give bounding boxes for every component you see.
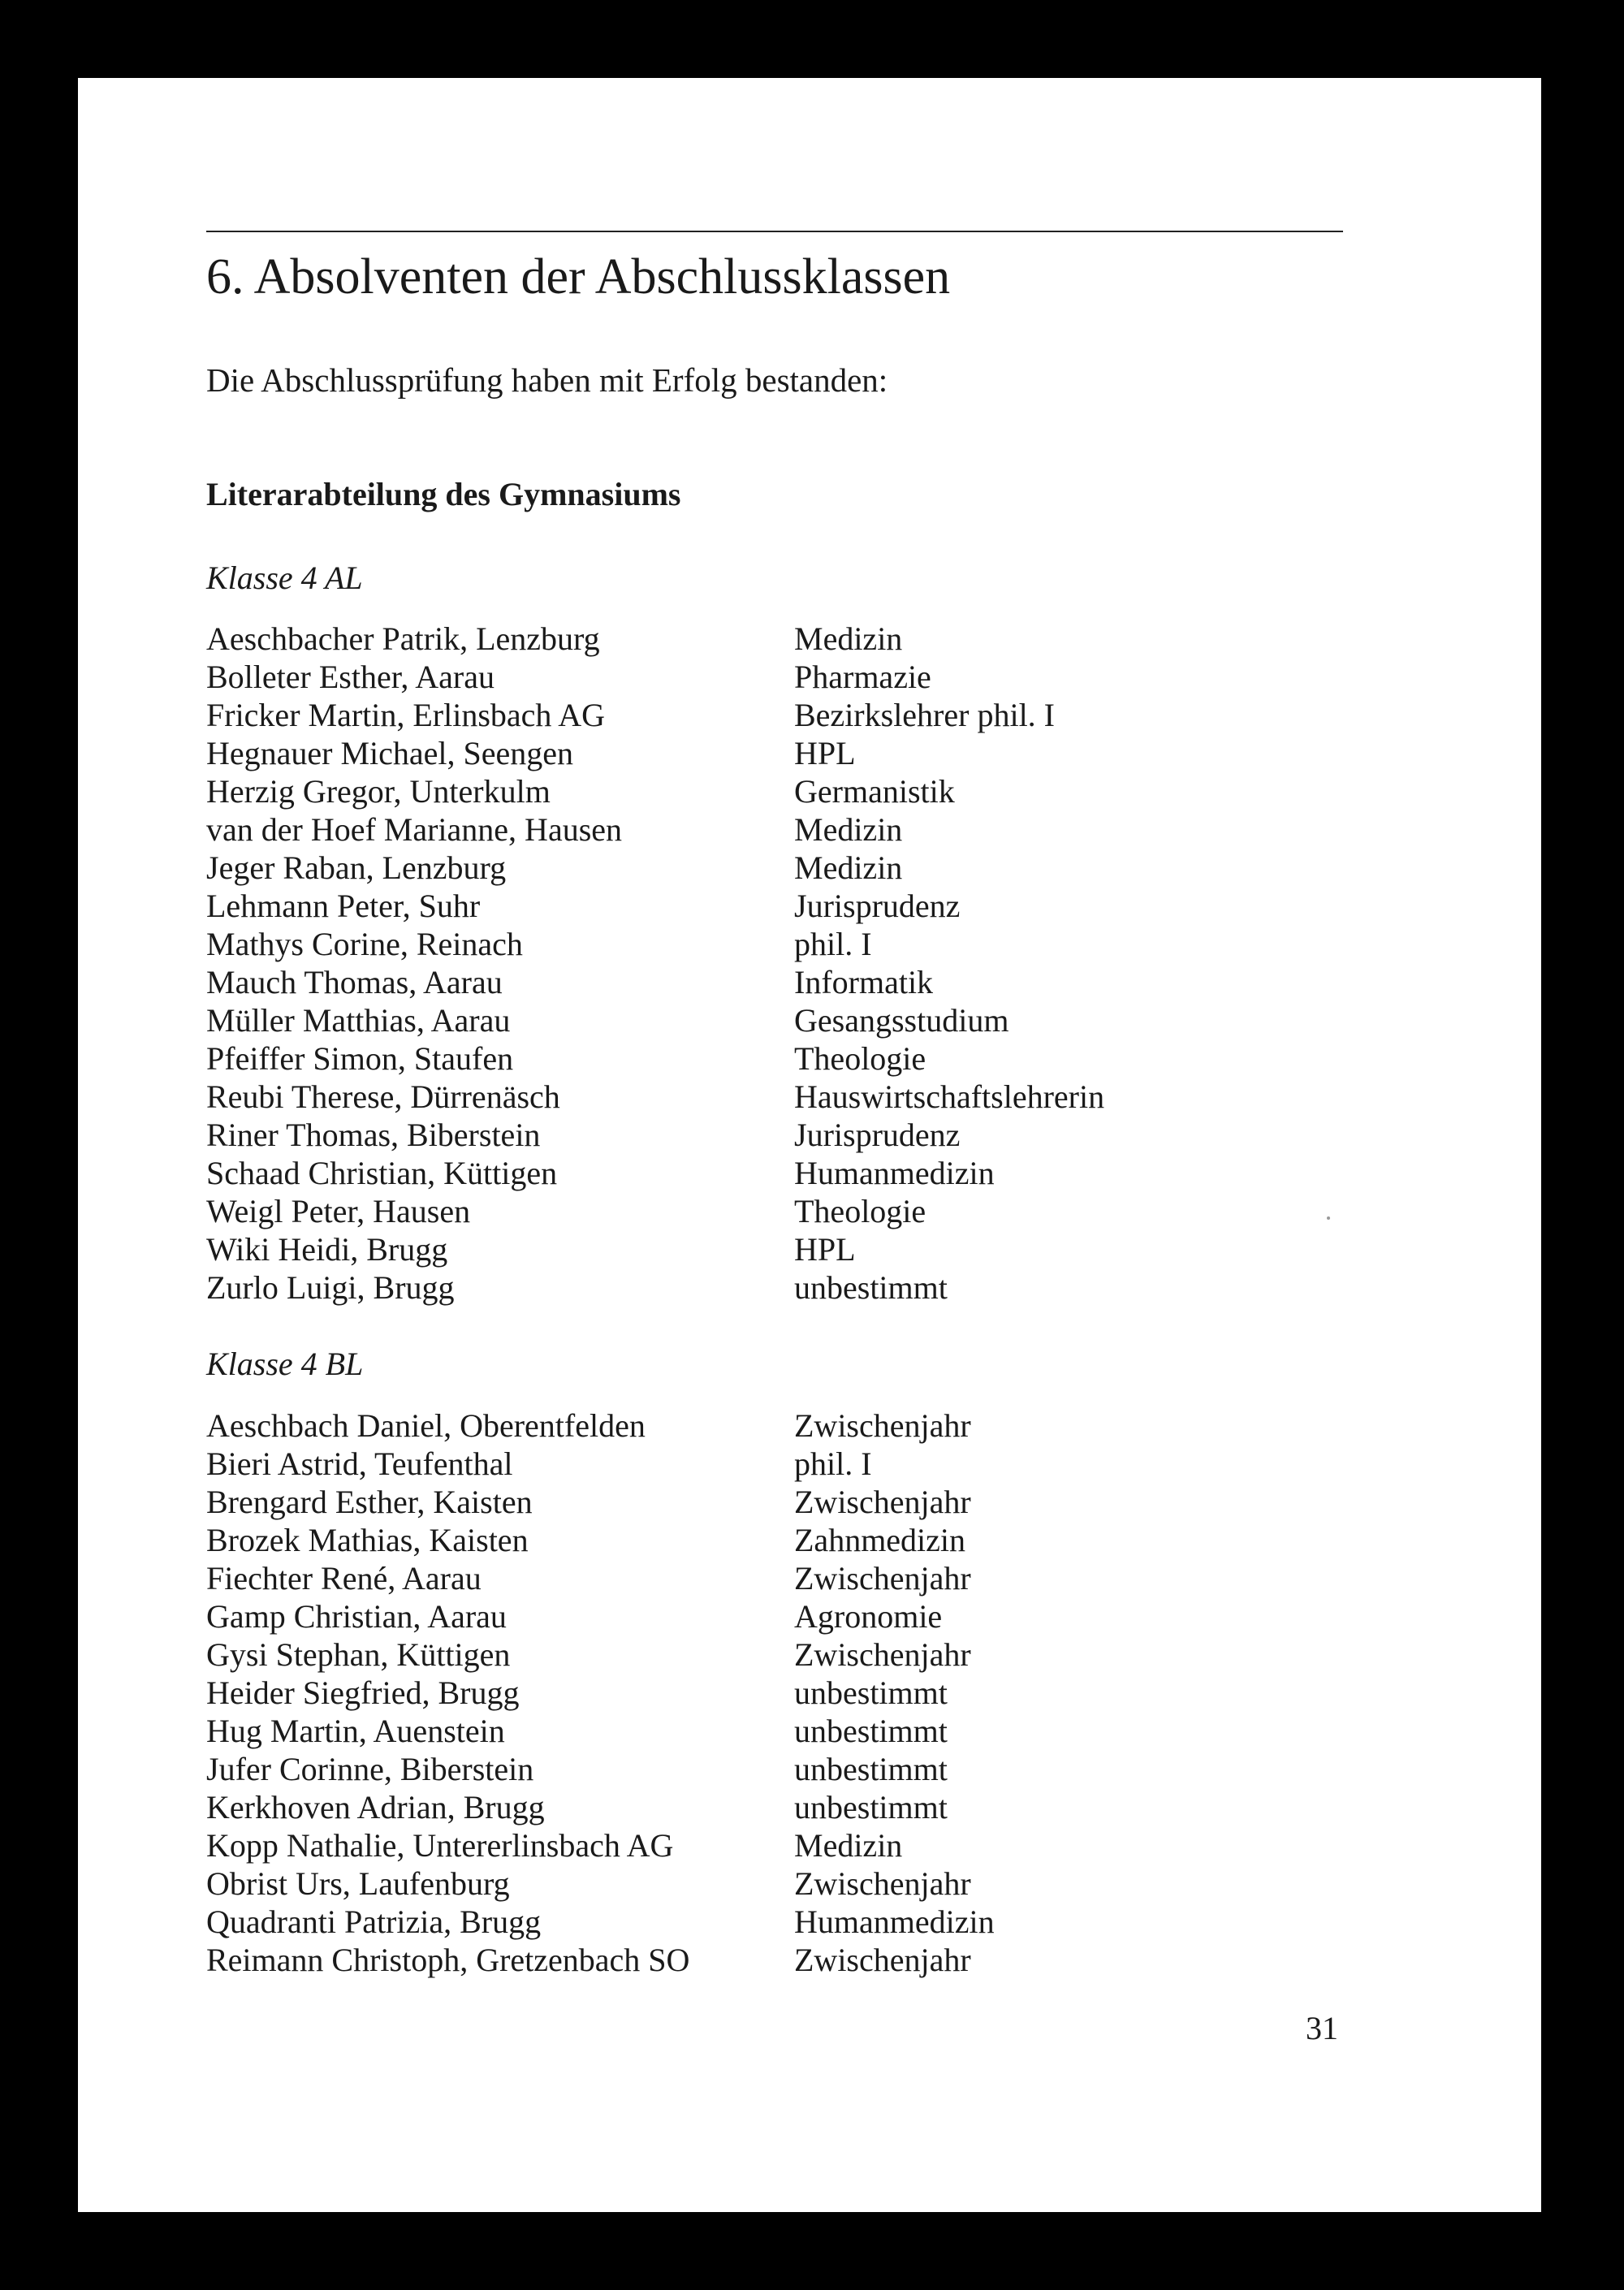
graduate-row	[206, 734, 1262, 772]
graduate-field: Bezirkslehrer phil. I	[794, 697, 1055, 733]
class-label-4bl: Klasse 4 BL	[206, 1346, 364, 1382]
graduate-name: Fiechter René, Aarau	[206, 1560, 482, 1597]
graduate-row	[206, 1268, 1262, 1307]
graduate-row	[206, 1445, 1262, 1483]
graduate-field: Theologie	[794, 1040, 926, 1077]
page-number: 31	[1306, 2010, 1338, 2046]
graduate-row	[206, 1597, 1262, 1635]
graduate-row	[206, 620, 1262, 658]
graduate-name: Weigl Peter, Hausen	[206, 1193, 471, 1229]
graduate-name: Heider Siegfried, Brugg	[206, 1674, 520, 1711]
graduate-field: Hauswirtschaftslehrerin	[794, 1078, 1105, 1115]
graduate-row	[206, 925, 1262, 963]
graduate-row	[206, 772, 1262, 810]
graduate-field: unbestimmt	[794, 1789, 948, 1826]
graduate-field: HPL	[794, 1231, 856, 1268]
graduate-name: Aeschbach Daniel, Oberentfelden	[206, 1407, 646, 1444]
graduate-name: Hegnauer Michael, Seengen	[206, 735, 574, 771]
graduate-name: Aeschbacher Patrik, Lenzburg	[206, 620, 600, 657]
graduate-field: Germanistik	[794, 773, 955, 810]
page-title: 6. Absolventen der Abschlussklassen	[206, 249, 951, 305]
graduate-row	[206, 1826, 1262, 1864]
document-page	[78, 78, 1541, 2212]
graduate-field: Gesangsstudium	[794, 1002, 1009, 1039]
graduate-field: Jurisprudenz	[794, 1117, 961, 1153]
graduate-row	[206, 1154, 1262, 1192]
graduate-name: Pfeiffer Simon, Staufen	[206, 1040, 514, 1077]
scan-speck	[1327, 1216, 1330, 1220]
graduate-name: Müller Matthias, Aarau	[206, 1002, 511, 1039]
graduate-field: Zwischenjahr	[794, 1407, 971, 1444]
graduate-name: Quadranti Patrizia, Brugg	[206, 1903, 542, 1940]
graduate-field: unbestimmt	[794, 1713, 948, 1749]
graduate-list-4al	[206, 620, 1262, 1307]
graduate-field: phil. I	[794, 926, 872, 962]
graduate-name: Herzig Gregor, Unterkulm	[206, 773, 551, 810]
graduate-field: Theologie	[794, 1193, 926, 1229]
graduate-row	[206, 658, 1262, 696]
title-rule	[206, 231, 1343, 232]
graduate-field: Medizin	[794, 620, 903, 657]
graduate-name: Fricker Martin, Erlinsbach AG	[206, 697, 605, 733]
graduate-row	[206, 1864, 1262, 1903]
graduate-name: Lehmann Peter, Suhr	[206, 888, 481, 924]
graduate-row	[206, 1116, 1262, 1154]
graduate-name: Brozek Mathias, Kaisten	[206, 1522, 529, 1558]
graduate-row	[206, 1750, 1262, 1788]
section-heading: Literarabteilung des Gymnasiums	[206, 476, 681, 512]
graduate-row	[206, 1078, 1262, 1116]
graduate-field: unbestimmt	[794, 1269, 948, 1306]
graduate-field: Zwischenjahr	[794, 1865, 971, 1902]
graduate-row	[206, 1674, 1262, 1712]
graduate-field: Zahnmedizin	[794, 1522, 966, 1558]
graduate-row	[206, 1230, 1262, 1268]
graduate-field: Humanmedizin	[794, 1155, 995, 1191]
graduate-name: van der Hoef Marianne, Hausen	[206, 811, 623, 848]
intro-text: Die Abschlussprüfung haben mit Erfolg bestanden:	[206, 361, 888, 399]
graduate-row	[206, 1483, 1262, 1521]
graduate-row	[206, 696, 1262, 734]
graduate-name: Mauch Thomas, Aarau	[206, 964, 503, 1000]
graduate-field: Pharmazie	[794, 659, 931, 695]
graduate-row	[206, 1635, 1262, 1674]
graduate-name: Schaad Christian, Küttigen	[206, 1155, 558, 1191]
graduate-row	[206, 1521, 1262, 1559]
graduate-name: Reimann Christoph, Gretzenbach SO	[206, 1942, 690, 1978]
graduate-row	[206, 849, 1262, 887]
graduate-name: Brengard Esther, Kaisten	[206, 1484, 533, 1520]
graduate-row	[206, 1941, 1262, 1979]
graduate-row	[206, 1039, 1262, 1078]
graduate-row	[206, 810, 1262, 849]
graduate-row	[206, 1903, 1262, 1941]
graduate-list-4bl	[206, 1406, 1262, 1979]
graduate-field: Jurisprudenz	[794, 888, 961, 924]
graduate-field: Medizin	[794, 1827, 903, 1864]
graduate-name: Kopp Nathalie, Untererlinsbach AG	[206, 1827, 674, 1864]
graduate-row	[206, 1406, 1262, 1445]
graduate-field: unbestimmt	[794, 1674, 948, 1711]
graduate-name: Obrist Urs, Laufenburg	[206, 1865, 510, 1902]
graduate-row	[206, 887, 1262, 925]
graduate-name: Bieri Astrid, Teufenthal	[206, 1445, 513, 1482]
graduate-name: Riner Thomas, Biberstein	[206, 1117, 541, 1153]
graduate-field: Zwischenjahr	[794, 1636, 971, 1673]
graduate-name: Gysi Stephan, Küttigen	[206, 1636, 511, 1673]
graduate-field: Humanmedizin	[794, 1903, 995, 1940]
graduate-name: Mathys Corine, Reinach	[206, 926, 523, 962]
graduate-name: Bolleter Esther, Aarau	[206, 659, 495, 695]
graduate-field: phil. I	[794, 1445, 872, 1482]
graduate-name: Gamp Christian, Aarau	[206, 1598, 507, 1635]
graduate-name: Jufer Corinne, Biberstein	[206, 1751, 534, 1787]
graduate-row	[206, 1559, 1262, 1597]
graduate-field: Informatik	[794, 964, 934, 1000]
graduate-name: Jeger Raban, Lenzburg	[206, 849, 507, 886]
graduate-field: unbestimmt	[794, 1751, 948, 1787]
graduate-name: Kerkhoven Adrian, Brugg	[206, 1789, 545, 1826]
graduate-field: Zwischenjahr	[794, 1484, 971, 1520]
graduate-field: Agronomie	[794, 1598, 943, 1635]
graduate-name: Hug Martin, Auenstein	[206, 1713, 505, 1749]
graduate-field: Medizin	[794, 849, 903, 886]
graduate-name: Wiki Heidi, Brugg	[206, 1231, 448, 1268]
graduate-row	[206, 1712, 1262, 1750]
graduate-field: Zwischenjahr	[794, 1560, 971, 1597]
graduate-row	[206, 1001, 1262, 1039]
class-label-4al: Klasse 4 AL	[206, 560, 363, 596]
graduate-name: Zurlo Luigi, Brugg	[206, 1269, 455, 1306]
graduate-row	[206, 1192, 1262, 1230]
graduate-row	[206, 1788, 1262, 1826]
graduate-field: HPL	[794, 735, 856, 771]
graduate-field: Medizin	[794, 811, 903, 848]
graduate-field: Zwischenjahr	[794, 1942, 971, 1978]
graduate-row	[206, 963, 1262, 1001]
graduate-name: Reubi Therese, Dürrenäsch	[206, 1078, 560, 1115]
